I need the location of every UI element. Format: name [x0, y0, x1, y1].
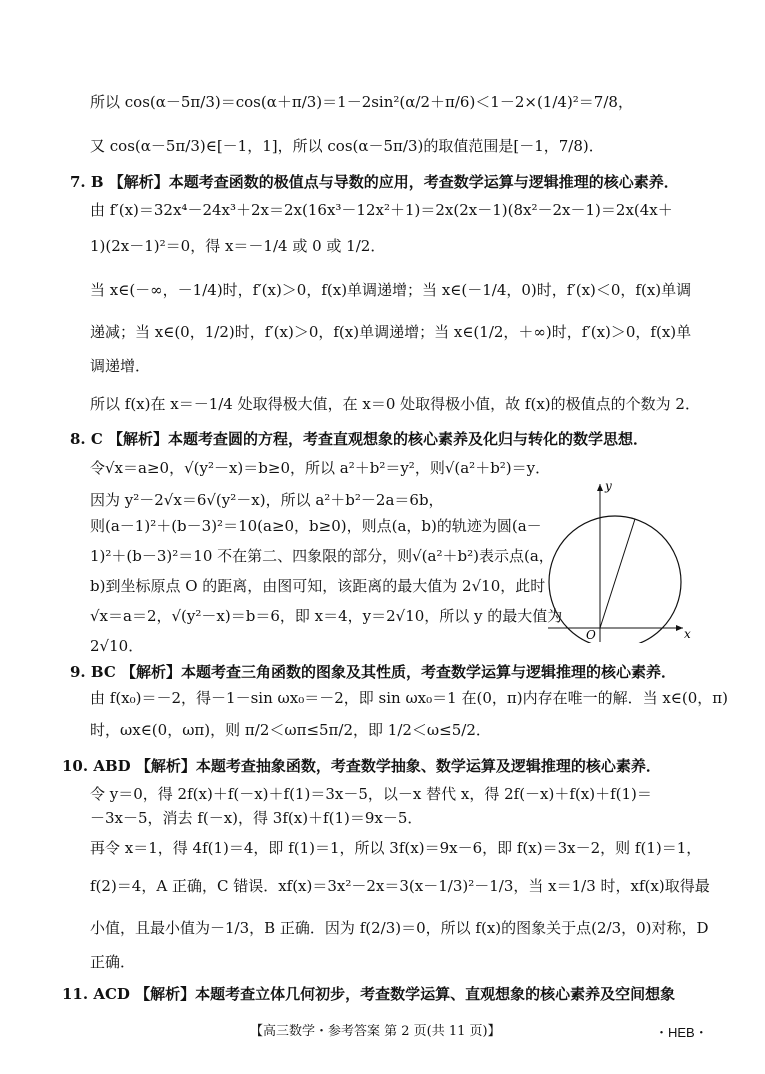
- text-line: 所以 f(x)在 x＝－1/4 处取得极大值，在 x＝0 处取得极小值，故 f(x)的极值点的个数为 2．: [90, 395, 700, 413]
- text-line: 1)(2x－1)²＝0，得 x＝－1/4 或 0 或 1/2．: [90, 237, 386, 255]
- text-line: 正确．: [90, 953, 136, 971]
- origin-label: O: [586, 628, 596, 642]
- text-line: 令 y＝0，得 2f(x)＋f(－x)＋f(1)＝3x－5，以－x 替代 x，得 2f(－x)＋f(x)＋f(1)＝: [90, 785, 652, 803]
- x-axis-label: x: [684, 627, 691, 641]
- text-line: 由 f(x₀)＝－2，得－1－sin ωx₀＝－2，即 sin ωx₀＝1 在(0，π)内存在唯一的解．当 x∈(0，π): [90, 689, 729, 707]
- x-axis-arrow: [676, 625, 683, 631]
- text-line: 小值，且最小值为－1/3，B 正确．因为 f(2/3)＝0，所以 f(x)的图象关于点(2/3，0)对称，D: [90, 919, 709, 937]
- text-line: 则(a－1)²＋(b－3)²＝10(a≥0，b≥0)，则点(a，b)的轨迹为圆(a－: [90, 517, 542, 535]
- question-8-heading: 8. C 【解析】本题考查圆的方程，考查直观想象的核心素养及化归与转化的数学思想．: [70, 430, 649, 448]
- text-line: 时，ωx∈(0，ωπ)，则 π/2＜ωπ≤5π/2，即 1/2＜ω≤5/2．: [90, 721, 491, 739]
- question-7-heading: 7. B 【解析】本题考查函数的极值点与导数的应用，考查数学运算与逻辑推理的核心素养．: [70, 173, 679, 191]
- text-line: 因为 y²－2√x＝6√(y²－x)，所以 a²＋b²－2a＝6b，: [90, 491, 444, 509]
- text-line: 递减；当 x∈(0，1/2)时，f′(x)＞0，f(x)单调递增；当 x∈(1/2，＋∞)时，f′(x)＞0，f(x)单: [90, 323, 692, 341]
- question-11-heading: 11. ACD 【解析】本题考查立体几何初步，考查数学运算、直观想象的核心素养及空间想象: [62, 985, 676, 1003]
- text-line: 调递增．: [90, 357, 151, 375]
- text-line: 由 f′(x)＝32x⁴－24x³＋2x＝2x(16x³－12x²＋1)＝2x(2x－1)(8x²－2x－1)＝2x(4x＋: [90, 201, 673, 219]
- text-line: f(2)＝4，A 正确，C 错误．xf(x)＝3x²－2x＝3(x－1/3)²－1/3，当 x＝1/3 时，xf(x)取得最: [90, 877, 710, 895]
- y-axis-label: y: [605, 479, 612, 493]
- text-line: 2√10．: [90, 637, 144, 655]
- footer-code: ・HEB・: [655, 1025, 708, 1040]
- circle: [549, 516, 681, 643]
- text-line: 又 cos(α－5π/3)∈[－1，1]，所以 cos(α－5π/3)的取值范围是[－1，7/8)．: [90, 137, 604, 155]
- text-line: 当 x∈(－∞，－1/4)时，f′(x)＞0，f(x)单调递增；当 x∈(－1/4，0)时，f′(x)＜0，f(x)单调: [90, 281, 692, 299]
- question-9-heading: 9. BC 【解析】本题考查三角函数的图象及其性质，考查数学运算与逻辑推理的核心素养．: [70, 663, 677, 681]
- text-line: √x＝a＝2，√(y²－x)＝b＝6，即 x＝4，y＝2√10，所以 y 的最大值为: [90, 607, 563, 625]
- question-10-heading: 10. ABD 【解析】本题考查抽象函数，考查数学抽象、数学运算及逻辑推理的核心素养．: [62, 757, 661, 775]
- y-axis-arrow: [597, 484, 603, 491]
- text-line: b)到坐标原点 O 的距离，由图可知，该距离的最大值为 2√10，此时: [90, 577, 546, 595]
- text-line: －3x－5，消去 f(－x)，得 3f(x)＋f(1)＝9x－5．: [90, 809, 423, 827]
- text-line: 令√x＝a≥0，√(y²－x)＝b≥0，所以 a²＋b²＝y²，则√(a²＋b²)＝y．: [90, 459, 551, 477]
- text-line: 再令 x＝1，得 4f(1)＝4，即 f(1)＝1，所以 3f(x)＝9x－6，即 f(x)＝3x－2，则 f(1)＝1，: [90, 839, 702, 857]
- circle-figure: [548, 478, 698, 643]
- chord-line: [600, 519, 635, 628]
- text-line: 1)²＋(b－3)²＝10 不在第二、四象限的部分，则√(a²＋b²)表示点(a，: [90, 547, 554, 565]
- text-line: 所以 cos(α－5π/3)＝cos(α＋π/3)＝1－2sin²(α/2＋π/6)＜1－2×(1/4)²＝7/8，: [90, 93, 633, 111]
- page-footer: 【高三数学・参考答案 第 2 页(共 11 页)】: [250, 1024, 501, 1039]
